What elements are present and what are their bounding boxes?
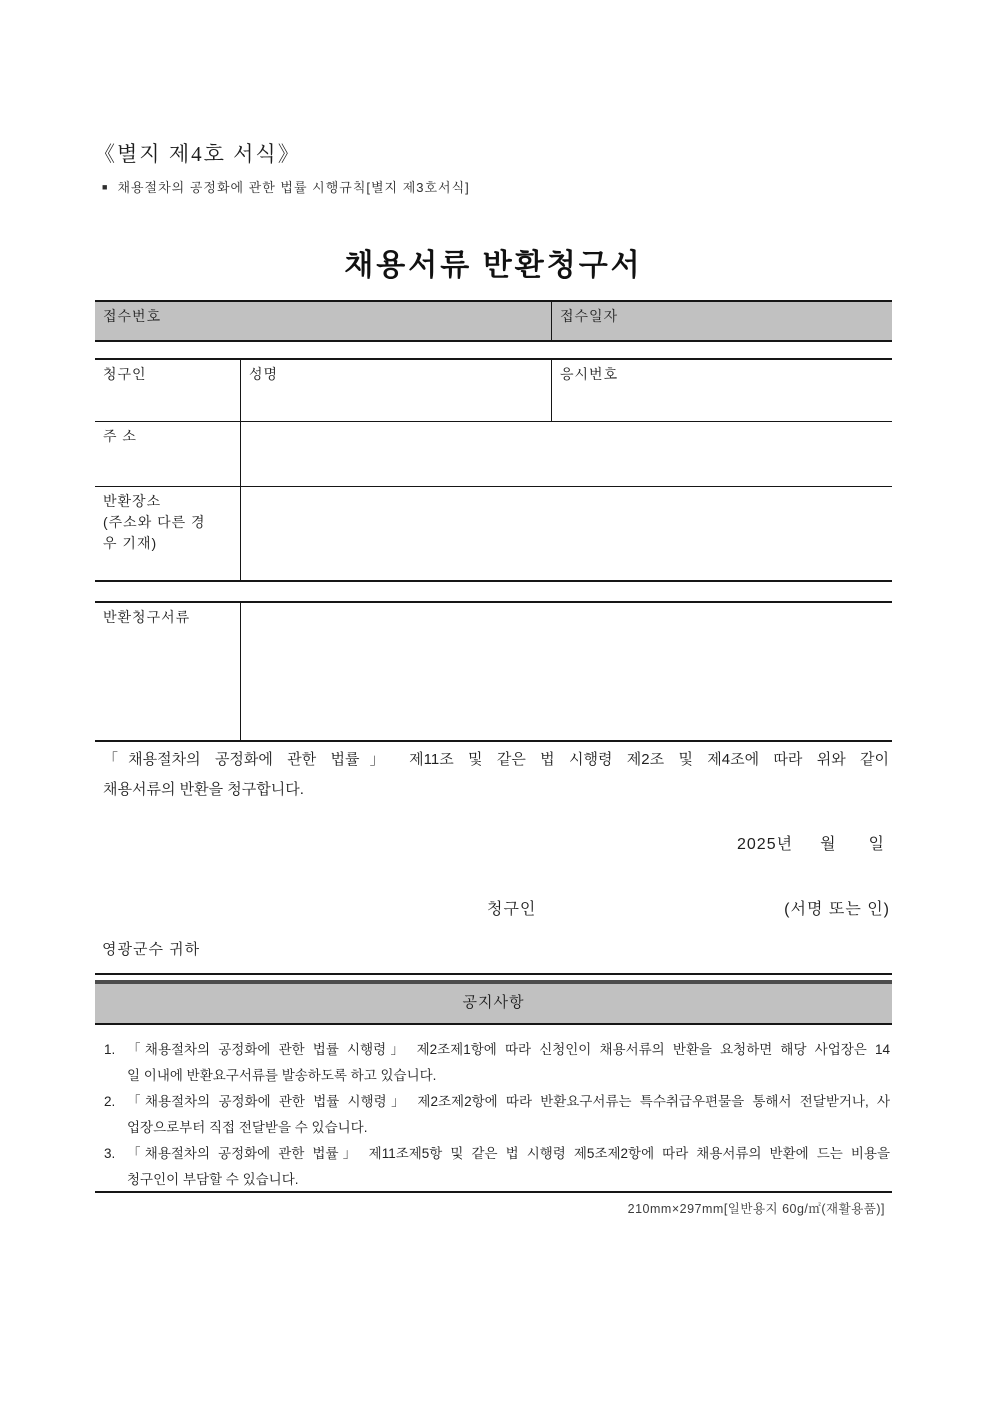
declaration-line1: 「채용절차의 공정화에 관한 법률」 제11조 및 같은 법 시행령 제2조 및 제4조에 따라 위와 같이	[103, 751, 889, 768]
table-row	[95, 487, 892, 580]
list-item	[104, 1141, 890, 1193]
notice-item-line1: 「채용절차의 공정화에 관한 법률」 제11조제5항 및 같은 법 시행령 제5조제2항에 따라 채용서류의 반환에 드는 비용을	[127, 1146, 890, 1161]
notice-item-line1: 「채용절차의 공정화에 관한 법률 시행령」 제2조제1항에 따라 신청인이 채용서류의 반환을 요청하면 해당 사업장은 14	[127, 1042, 890, 1057]
divider-rule-bottom	[95, 1191, 892, 1193]
applicant-table	[95, 358, 892, 582]
return-place-label-line3: 우 기재)	[103, 535, 158, 551]
notice-item-number: 1.	[104, 1042, 116, 1057]
return-place-label-line2: (주소와 다른 경	[103, 514, 206, 530]
name-label: 성명	[249, 366, 279, 382]
address-label-cell	[95, 422, 240, 486]
receipt-number-label: 접수번호	[103, 308, 162, 324]
exam-number-label: 응시번호	[560, 366, 619, 382]
declaration-paragraph	[103, 745, 889, 805]
list-item	[104, 1089, 890, 1141]
square-bullet-icon: ■	[102, 182, 109, 192]
date-year: 2025년	[737, 836, 794, 853]
return-place-label-cell	[95, 487, 240, 580]
date-day-label: 일	[868, 836, 885, 853]
address-label: 주 소	[103, 428, 137, 444]
page-title: 채용서류 반환청구서	[344, 249, 643, 282]
return-documents-table	[95, 601, 892, 742]
paper-spec-footer: 210mm×297mm[일반용지 60g/㎡(재활용품)]	[627, 1202, 885, 1216]
form-tag: 《별지 제4호 서식》	[94, 142, 301, 166]
address-value-cell	[240, 422, 892, 486]
name-cell	[240, 360, 551, 421]
declaration-line2: 채용서류의 반환을 청구합니다.	[103, 781, 304, 798]
notice-item-line1: 「채용절차의 공정화에 관한 법률 시행령」 제2조제2항에 따라 반환요구서류는 특수취급우편물을 통해서 전달받거나, 사	[127, 1094, 890, 1109]
law-reference	[102, 177, 470, 196]
notice-item-number: 2.	[104, 1094, 116, 1109]
notice-item-line2: 업장으로부터 직접 전달받을 수 있습니다.	[127, 1120, 368, 1135]
return-documents-value-cell	[240, 603, 892, 740]
receipt-date-cell	[551, 302, 892, 340]
receipt-number-cell	[95, 302, 551, 340]
table-row	[95, 603, 892, 740]
notice-list	[104, 1037, 890, 1193]
signature-line	[95, 896, 892, 918]
return-place-label-line1: 반환장소	[103, 493, 162, 509]
notice-item-line2: 청구인이 부담할 수 있습니다.	[127, 1172, 299, 1187]
receipt-date-label: 접수일자	[560, 308, 619, 324]
receipt-header-table	[95, 300, 892, 342]
divider-rule-top	[95, 973, 892, 975]
claimant-label-cell	[95, 360, 240, 421]
notice-header-bar	[95, 980, 892, 1025]
notice-item-number: 3.	[104, 1146, 116, 1161]
return-documents-label-cell	[95, 603, 240, 740]
date-line	[95, 831, 885, 854]
table-row	[95, 422, 892, 487]
recipient-line: 영광군수 귀하	[102, 941, 201, 958]
law-reference-text: 채용절차의 공정화에 관한 법률 시행규칙[별지 제3호서식]	[117, 180, 470, 195]
list-item	[104, 1037, 890, 1089]
exam-number-cell	[551, 360, 892, 421]
table-row	[95, 360, 892, 422]
notice-item-line2: 일 이내에 반환요구서류를 발송하도록 하고 있습니다.	[127, 1068, 437, 1083]
date-month-label: 월	[820, 836, 837, 853]
signature-seal-note: (서명 또는 인)	[784, 901, 890, 918]
return-documents-label: 반환청구서류	[103, 609, 191, 625]
signature-claimant-label: 청구인	[487, 901, 537, 918]
notice-header-label: 공지사항	[462, 994, 525, 1011]
return-place-value-cell	[240, 487, 892, 580]
claimant-label: 청구인	[103, 366, 147, 382]
